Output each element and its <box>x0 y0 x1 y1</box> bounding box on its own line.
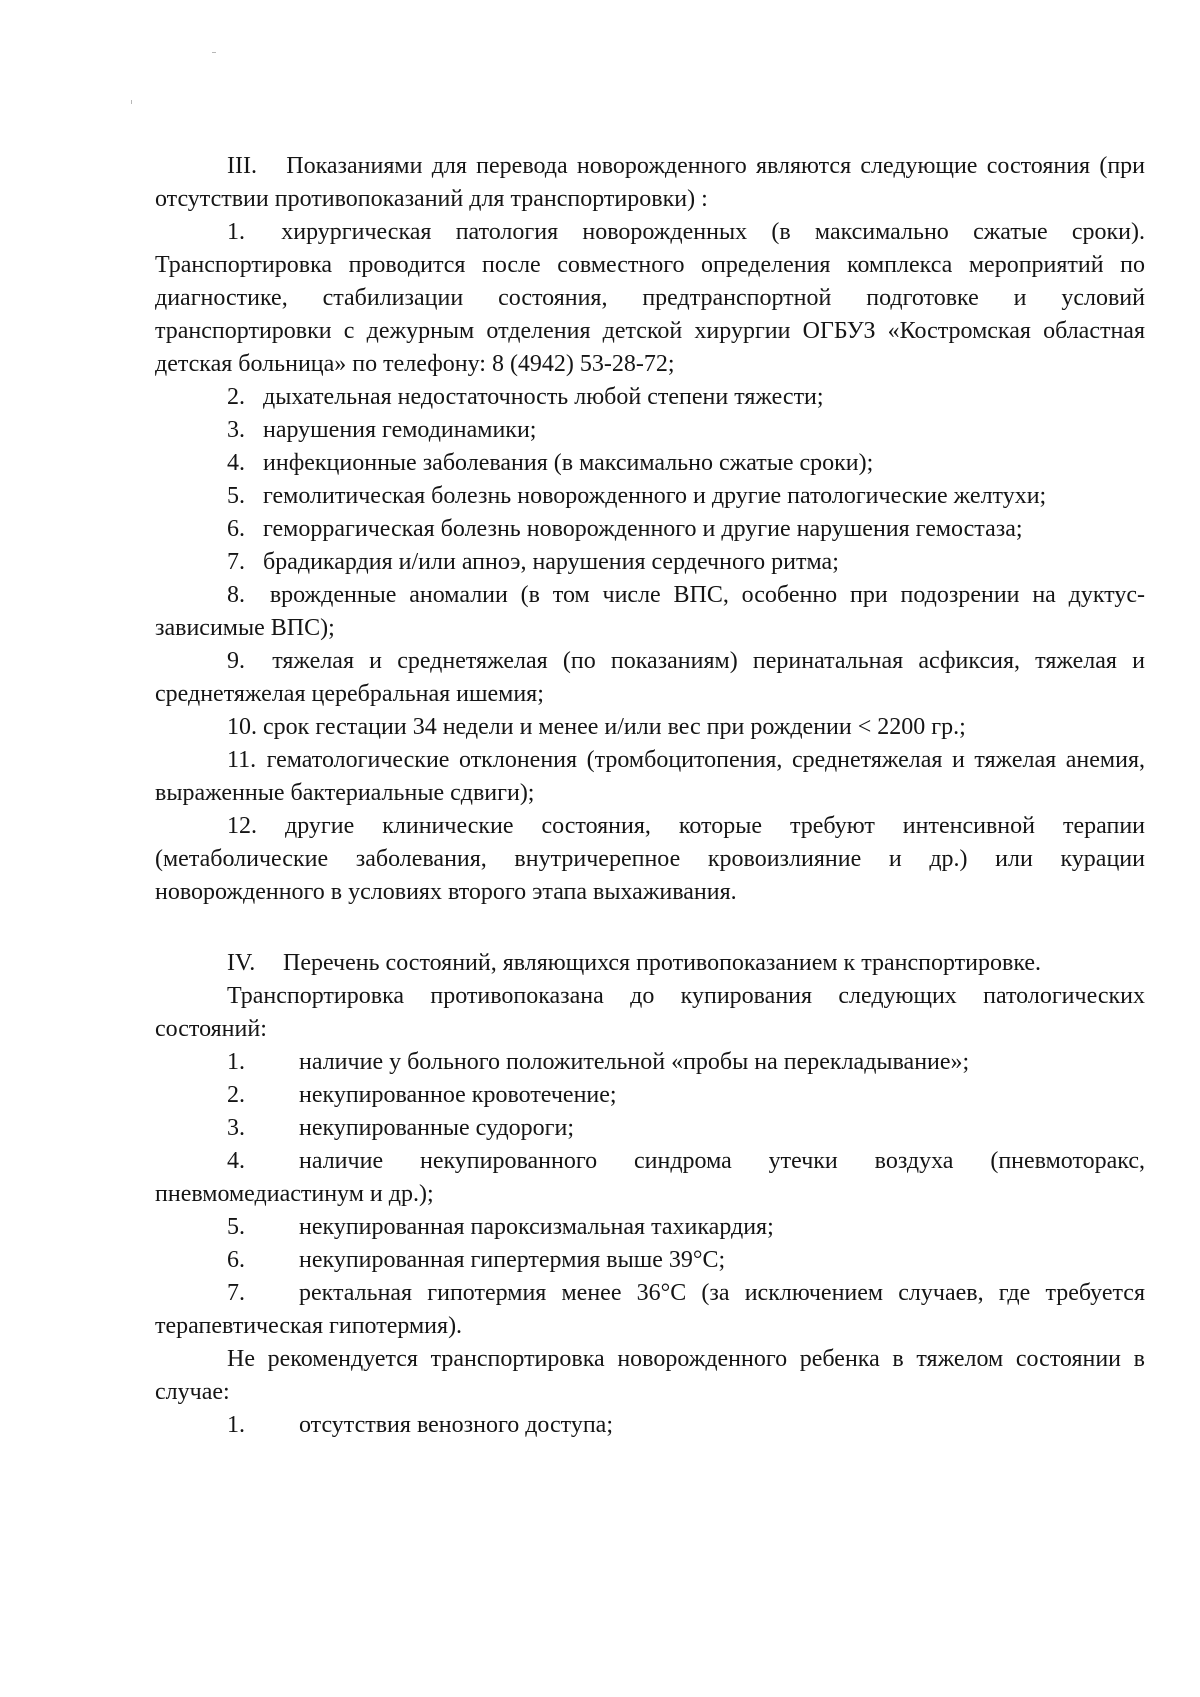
list-item <box>155 1409 1145 1442</box>
list-item <box>155 216 1145 381</box>
list-item <box>155 546 1145 579</box>
list-item <box>155 480 1145 513</box>
item-number: 8. <box>227 582 245 608</box>
list-item <box>155 1046 1145 1079</box>
section-3-number: III. <box>227 153 257 179</box>
item-number: 10. <box>227 714 257 740</box>
item-text: ректальная гипотермия менее 36°С (за исключением случаев, где требуется терапевтическая гипотермия). <box>155 1280 1145 1339</box>
list-item <box>155 381 1145 414</box>
item-number: 1. <box>227 219 245 245</box>
list-item <box>155 744 1145 810</box>
list-item <box>155 447 1145 480</box>
item-text: нарушения гемодинамики; <box>263 417 537 443</box>
not-recommended-intro: Не рекомендуется транспортировка новорожденного ребенка в тяжелом состоянии в случае: <box>155 1346 1145 1405</box>
section-3-list <box>155 216 1145 909</box>
item-text: геморрагическая болезнь новорожденного и другие нарушения гемостаза; <box>263 516 1023 542</box>
item-number: 7. <box>227 549 245 575</box>
item-number: 3. <box>227 417 245 443</box>
item-number: 5. <box>227 1214 245 1240</box>
item-number: 1. <box>227 1049 245 1075</box>
item-number: 1. <box>227 1412 245 1438</box>
document-body <box>155 150 1145 1442</box>
item-text: хирургическая патология новорожденных (в максимально сжатые сроки). Транспортировка проводится после совместного определения комплекса мероприятий по диагностике, стабилизации состояния, предтранспортной подготовке и условий транспортировки с дежурным отделения детской хирургии ОГБУЗ «Костромская областная детская больница» по телефону: 8 (4942) 53-28-72; <box>155 219 1146 377</box>
item-number: 12. <box>227 813 257 839</box>
item-text: брадикардия и/или апноэ, нарушения сердечного ритма; <box>263 549 839 575</box>
item-number: 6. <box>227 516 245 542</box>
item-text: гематологические отклонения (тромбоцитопения, среднетяжелая и тяжелая анемия, выраженные бактериальные сдвиги); <box>155 747 1145 806</box>
scan-speck <box>212 52 216 53</box>
item-text: тяжелая и среднетяжелая (по показаниям) перинатальная асфиксия, тяжелая и среднетяжелая церебральная ишемия; <box>155 648 1145 707</box>
list-item <box>155 1211 1145 1244</box>
item-text: некупированная гипертермия выше 39°С; <box>299 1247 726 1273</box>
list-item <box>155 579 1145 645</box>
list-item <box>155 513 1145 546</box>
item-text: гемолитическая болезнь новорожденного и другие патологические желтухи; <box>263 483 1047 509</box>
section-gap <box>155 909 1145 947</box>
item-text: некупированное кровотечение; <box>299 1082 617 1108</box>
item-text: отсутствия венозного доступа; <box>299 1412 613 1438</box>
item-text: срок гестации 34 недели и менее и/или вес при рождении < 2200 гр.; <box>263 714 966 740</box>
list-item <box>155 1277 1145 1343</box>
item-text: некупированные судороги; <box>299 1115 575 1141</box>
list-item <box>155 645 1145 711</box>
item-text: другие клинические состояния, которые требуют интенсивной терапии (метаболические заболевания, внутричерепное кровоизлияние и др.) или курации новорожденного в условиях второго этапа выхаживания. <box>155 813 1146 905</box>
item-number: 5. <box>227 483 245 509</box>
scan-speck <box>131 100 132 104</box>
list-item <box>155 1244 1145 1277</box>
item-number: 11. <box>227 747 257 773</box>
section-3-intro: Показаниями для перевода новорожденного являются следующие состояния (при отсутствии противопоказаний для транспортировки) : <box>155 153 1146 212</box>
list-item <box>155 1079 1145 1112</box>
item-text: наличие некупированного синдрома утечки воздуха (пневмоторакс, пневмомедиастинум и др.); <box>155 1148 1145 1207</box>
item-number: 4. <box>227 450 245 476</box>
not-recommended-list <box>155 1409 1145 1442</box>
contraindication-list <box>155 1046 1145 1343</box>
list-item <box>155 414 1145 447</box>
section-4-title: Перечень состояний, являющихся противопоказанием к транспортировке. <box>283 950 1042 976</box>
list-item <box>155 1145 1145 1211</box>
item-text: врожденные аномалии (в том числе ВПС, особенно при подозрении на дуктус-зависимые ВПС); <box>155 582 1145 641</box>
list-item <box>155 1112 1145 1145</box>
list-item <box>155 711 1145 744</box>
item-number: 7. <box>227 1280 245 1306</box>
item-number: 2. <box>227 1082 245 1108</box>
section-4-number: IV. <box>227 950 256 976</box>
item-text: наличие у больного положительной «пробы на перекладывание»; <box>299 1049 970 1075</box>
section-3-heading <box>155 150 1145 216</box>
item-text: инфекционные заболевания (в максимально сжатые сроки); <box>263 450 874 476</box>
item-number: 6. <box>227 1247 245 1273</box>
item-text: дыхательная недостаточность любой степени тяжести; <box>263 384 824 410</box>
list-item <box>155 810 1145 909</box>
item-number: 2. <box>227 384 245 410</box>
section-4-heading <box>155 947 1145 980</box>
item-number: 9. <box>227 648 245 674</box>
contraindication-intro: Транспортировка противопоказана до купирования следующих патологических состояний: <box>155 983 1145 1042</box>
item-number: 3. <box>227 1115 245 1141</box>
item-text: некупированная пароксизмальная тахикардия; <box>299 1214 774 1240</box>
item-number: 4. <box>227 1148 245 1174</box>
